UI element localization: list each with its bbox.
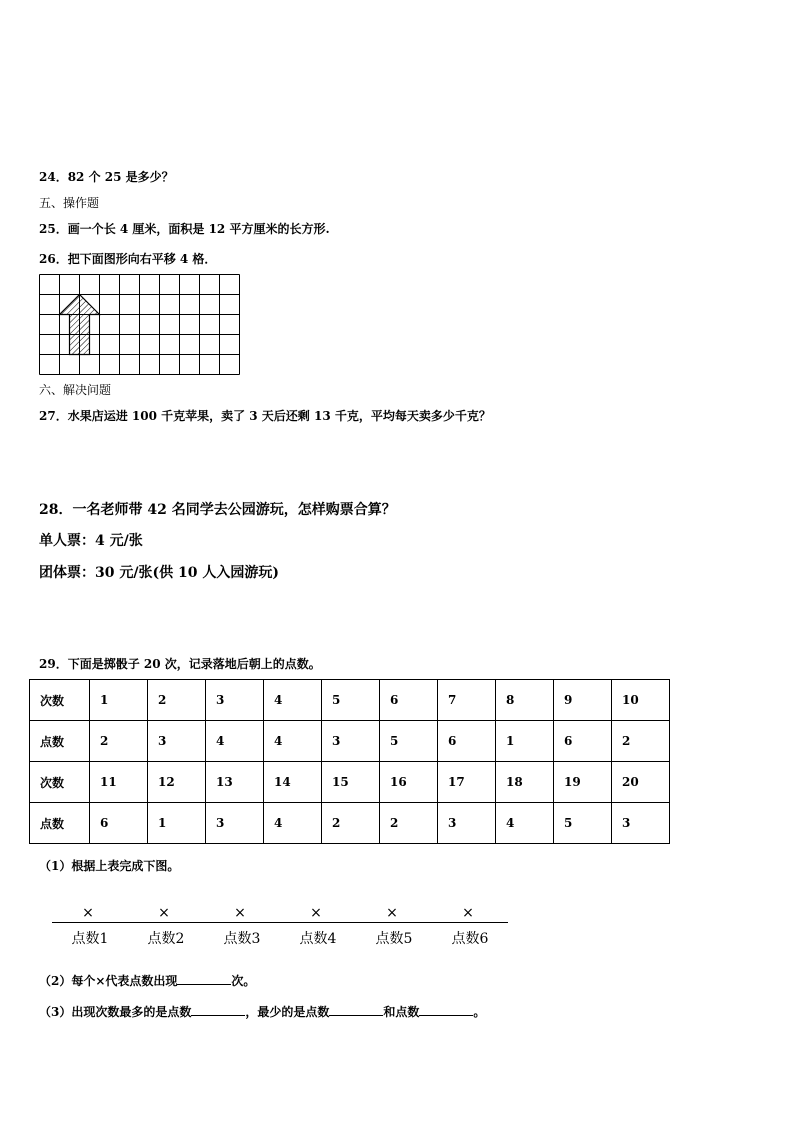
table-row	[30, 721, 670, 762]
table-cell: 4	[496, 803, 554, 844]
answer-blank[interactable]	[419, 1003, 473, 1016]
table-cell: 14	[264, 762, 322, 803]
sub3-suffix: 。	[473, 1005, 486, 1019]
table-cell: 6	[380, 680, 438, 721]
sub3-mid2: 和点数	[383, 1005, 420, 1019]
table-cell: 19	[554, 762, 612, 803]
sub3-mid1: ，最少的是点数	[245, 1005, 330, 1019]
plot-label: 点数2	[147, 931, 185, 947]
arrow-shape	[60, 295, 100, 355]
table-cell: 6	[554, 721, 612, 762]
plot-label: 点数1	[71, 931, 109, 947]
table-cell: 9	[554, 680, 612, 721]
table-cell: 3	[322, 721, 380, 762]
table-cell: 15	[322, 762, 380, 803]
table-cell: 1	[90, 680, 148, 721]
table-cell: 3	[206, 803, 264, 844]
question-28-title: 28．一名老师带 42 名同学去公园游玩，怎样购票合算？	[39, 502, 396, 518]
answer-blank[interactable]	[191, 1003, 245, 1016]
translation-grid	[39, 274, 243, 378]
table-cell: 2	[148, 680, 206, 721]
table-cell: 次数	[30, 680, 90, 721]
table-cell: 20	[612, 762, 670, 803]
table-cell: 11	[90, 762, 148, 803]
table-cell: 次数	[30, 762, 90, 803]
sub-question-1: （1）根据上表完成下图。	[39, 859, 180, 873]
table-row	[30, 762, 670, 803]
plot-x-mark: ×	[462, 905, 474, 921]
plot-label: 点数3	[223, 931, 261, 947]
table-cell: 3	[206, 680, 264, 721]
answer-blank[interactable]	[329, 1003, 383, 1016]
table-cell: 点数	[30, 803, 90, 844]
answer-blank[interactable]	[177, 972, 231, 985]
table-cell: 2	[380, 803, 438, 844]
sub2-suffix: 次。	[231, 974, 256, 988]
table-cell: 3	[612, 803, 670, 844]
table-cell: 6	[438, 721, 496, 762]
table-cell: 5	[322, 680, 380, 721]
question-26: 26．把下面图形向右平移 4 格．	[39, 252, 217, 266]
table-cell: 18	[496, 762, 554, 803]
table-row	[30, 803, 670, 844]
plot-x-mark: ×	[310, 905, 322, 921]
plot-x-mark: ×	[234, 905, 246, 921]
table-cell: 8	[496, 680, 554, 721]
plot-label: 点数4	[299, 931, 337, 947]
sub2-prefix: （2）每个×代表点数出现	[39, 974, 178, 988]
table-cell: 4	[264, 803, 322, 844]
question-25: 25．画一个长 4 厘米，面积是 12 平方厘米的长方形.	[39, 222, 330, 236]
question-27: 27．水果店运进 100 千克苹果，卖了 3 天后还剩 13 千克，平均每天卖多少千克？	[39, 409, 491, 423]
group-ticket-price: 团体票：30 元/张(供 10 人入园游玩)	[39, 565, 279, 581]
dot-plot	[50, 902, 510, 950]
table-cell: 12	[148, 762, 206, 803]
section-heading-solve-problems: 六、解决问题	[39, 383, 112, 397]
table-cell: 点数	[30, 721, 90, 762]
table-cell: 10	[612, 680, 670, 721]
table-cell: 2	[612, 721, 670, 762]
table-cell: 2	[90, 721, 148, 762]
section-heading-operations: 五、操作题	[39, 196, 100, 210]
table-cell: 3	[438, 803, 496, 844]
table-cell: 1	[148, 803, 206, 844]
table-row	[30, 680, 670, 721]
plot-x-mark: ×	[82, 905, 94, 921]
question-24: 24．82 个 25 是多少？	[39, 170, 174, 184]
sub-question-2	[39, 972, 255, 989]
table-cell: 4	[206, 721, 264, 762]
table-cell: 5	[380, 721, 438, 762]
table-cell: 7	[438, 680, 496, 721]
table-cell: 1	[496, 721, 554, 762]
dice-record-table	[29, 679, 670, 844]
table-cell: 6	[90, 803, 148, 844]
plot-x-mark: ×	[386, 905, 398, 921]
plot-label: 点数5	[375, 931, 413, 947]
question-29-title: 29．下面是掷骰子 20 次，记录落地后朝上的点数。	[39, 657, 321, 671]
table-cell: 4	[264, 721, 322, 762]
sub3-prefix: （3）出现次数最多的是点数	[39, 1005, 192, 1019]
sub-question-3	[39, 1003, 485, 1020]
table-cell: 16	[380, 762, 438, 803]
table-cell: 3	[148, 721, 206, 762]
table-cell: 4	[264, 680, 322, 721]
table-cell: 5	[554, 803, 612, 844]
table-cell: 2	[322, 803, 380, 844]
single-ticket-price: 单人票：4 元/张	[39, 533, 143, 549]
table-cell: 13	[206, 762, 264, 803]
table-cell: 17	[438, 762, 496, 803]
plot-x-mark: ×	[158, 905, 170, 921]
plot-label: 点数6	[451, 931, 489, 947]
